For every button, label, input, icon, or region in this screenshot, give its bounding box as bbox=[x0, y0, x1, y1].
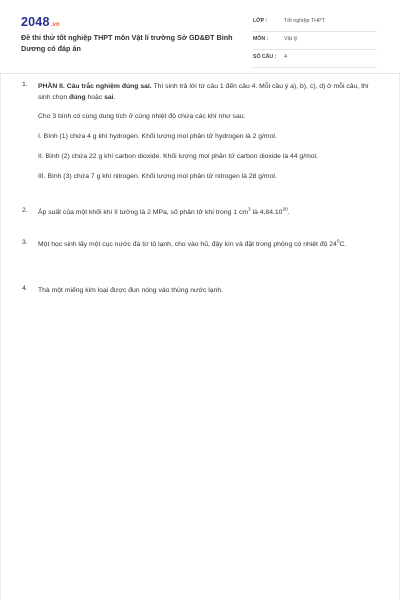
question-4 bbox=[38, 285, 373, 296]
question-3 bbox=[38, 239, 373, 250]
statement-item: II. Bình (2) chứa 22 g khí carbon dioxide. Khối lượng mol phân tử carbon dioxide là 44 g/mol. bbox=[38, 153, 318, 160]
instruction-text: hoặc bbox=[85, 94, 105, 101]
meta-row-class bbox=[253, 15, 377, 32]
question-instruction bbox=[38, 81, 373, 103]
part-label: PHẦN II. Câu trắc nghiệm đúng sai. bbox=[38, 83, 152, 90]
exam-meta bbox=[253, 15, 377, 69]
meta-value: Tốt nghiệp THPT bbox=[284, 18, 325, 24]
question-number: 3. bbox=[22, 239, 28, 246]
meta-row-question-count bbox=[253, 51, 377, 68]
question-2 bbox=[38, 207, 373, 218]
statement-item: I. Bình (1) chứa 4 g khí hydrogen. Khối lượng mol phân tử hydrogen là 2 g/mol. bbox=[38, 133, 277, 140]
question-list bbox=[0, 74, 400, 600]
document-title: Đề thi thử tốt nghiệp THPT môn Vật lí trường Sở GD&ĐT Bình Dương có đáp án bbox=[21, 33, 233, 53]
question-1 bbox=[38, 81, 373, 182]
meta-value: Vật lý bbox=[284, 36, 298, 42]
question-text bbox=[38, 207, 373, 218]
logo-text: 2048 bbox=[21, 15, 50, 29]
meta-label: MÔN : bbox=[253, 36, 269, 42]
question-number: 4. bbox=[22, 285, 28, 292]
question-number: 2. bbox=[22, 207, 28, 214]
meta-value: 4 bbox=[284, 54, 287, 60]
superscript: 0 bbox=[336, 239, 340, 245]
question-text-part: C. bbox=[339, 241, 347, 248]
question-text-part: Một học sinh lấy một cục nước đá từ tủ lạnh, cho vào hũ, đậy kín và đặt trong phòng có nhiệt độ 24 bbox=[38, 241, 337, 248]
superscript: 20 bbox=[282, 207, 288, 213]
meta-label: LỚP : bbox=[253, 18, 268, 24]
instruction-bold: sai bbox=[104, 94, 114, 101]
instruction-text: Thí sinh trả lời từ câu 1 đến câu 4. Mỗi câu ý a), b), c), d) ở mỗi câu, thí sinh chọn bbox=[38, 83, 369, 101]
question-text-part: là 4,84.10 bbox=[250, 209, 283, 216]
question-text: Thả một miếng kim loại được đun nóng vào thùng nước lạnh. bbox=[38, 287, 224, 294]
site-logo[interactable] bbox=[21, 15, 60, 29]
meta-row-subject bbox=[253, 33, 377, 50]
question-text bbox=[38, 239, 373, 250]
question-intro: Cho 3 bình có cùng dung tích ở cùng nhiệt độ chứa các khí như sau: bbox=[38, 113, 246, 120]
statement-item: III. Bình (3) chứa 7 g khí nitrogen. Khối lượng mol phân tử nitrogen là 28 g/mol. bbox=[38, 173, 277, 180]
instruction-bold: đúng bbox=[68, 94, 86, 101]
logo-suffix: .vn bbox=[50, 22, 60, 28]
meta-label: SỐ CÂU : bbox=[253, 54, 277, 60]
question-text-part: . bbox=[287, 209, 290, 216]
superscript: 3 bbox=[248, 207, 251, 213]
instruction-text: . bbox=[113, 94, 116, 101]
question-text-part: Áp suất của một khối khí lí tưởng là 2 MPa, số phân tử khí trong 1 cm bbox=[38, 209, 249, 216]
question-number: 1. bbox=[22, 81, 28, 88]
